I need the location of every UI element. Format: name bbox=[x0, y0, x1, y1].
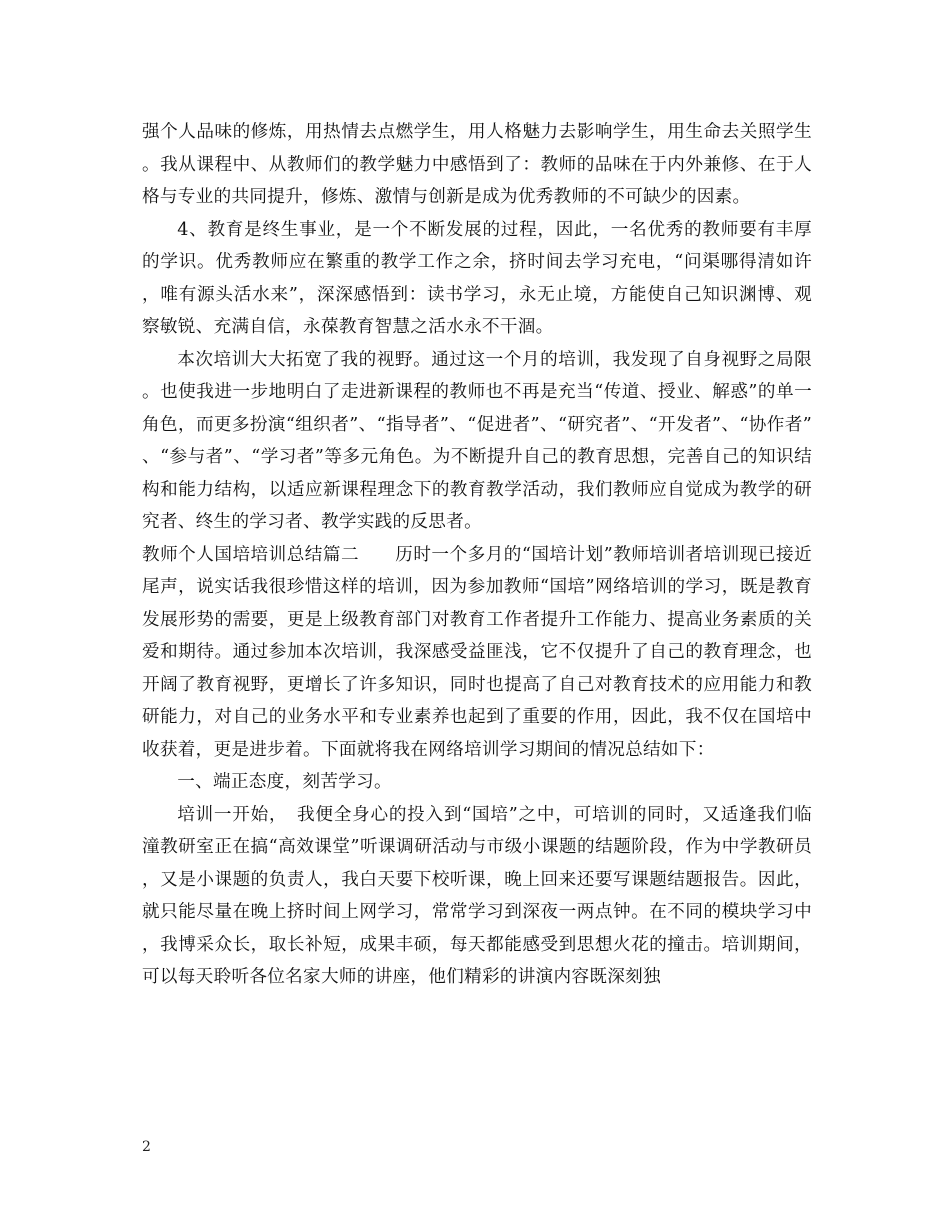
paragraph-training-vision: 本次培训大大拓宽了我的视野。通过这一个月的培训，我发现了自身视野之局限。也使我进一步地明白了走进新课程的教师也不再是充当“传道、授业、解惑”的单一角色，而更多扮演“组织者”、“指导者”、“促进者”、“研究者”、“开发者”、“协作者”、“参与者”、“学习者”等多元角色。为不断提升自己的教育思想，完善自己的知识结构和能力结构，以适应新课程理念下的教育教学活动，我们教师应自觉成为教学的研究者、终生的学习者、教学实践的反思者。 bbox=[142, 349, 812, 532]
page-number: 2 bbox=[142, 1139, 151, 1155]
paragraph-point-4: 4、教育是终生事业，是一个不断发展的过程，因此，一名优秀的教师要有丰厚的学识。优秀教师应在繁重的教学工作之余，挤时间去学习充电，“问渠哪得清如许，唯有源头活水来”，深深感悟到：读书学习，永无止境，方能使自己知识渊博、观察敏锐、充满自信，永葆教育智慧之活水永不干涸。 bbox=[142, 219, 812, 337]
paragraph-training-start: 培训一开始， 我便全身心的投入到“国培”之中，可培训的同时，又适逢我们临潼教研室正在搞“高效课堂”听课调研活动与市级小课题的结题阶段，作为中学教研员，又是小课题的负责人，我白天要下校听课，晚上回来还要写课题结题报告。因此，就只能尽量在晚上挤时间上网学习，常常学习到深夜一两点钟。在不同的模块学习中，我博采众长，取长补短，成果丰硕，每天都能感受到思想火花的撞击。培训期间，可以每天聆听各位名家大师的讲座，他们精彩的讲演内容既深刻独 bbox=[142, 804, 812, 987]
document-body bbox=[142, 116, 812, 994]
paragraph-summary-part-two: 教师个人国培培训总结篇二 历时一个多月的“国培计划”教师培训者培训现已接近尾声，说实话我很珍惜这样的培训，因为参加教师“国培”网络培训的学习，既是教育发展形势的需要，更是上级教育部门对教育工作者提升工作能力、提高业务素质的关爱和期待。通过参加本次培训，我深感受益匪浅，它不仅提升了自己的教育理念，也开阔了教育视野，更增长了许多知识，同时也提高了自己对教育技术的应用能力和教研能力，对自己的业务水平和专业素养也起到了重要的作用，因此，我不仅在国培中收获着，更是进步着。下面就将我在网络培训学习期间的情况总结如下： bbox=[142, 544, 812, 760]
section-heading-attitude: 一、端正态度，刻苦学习。 bbox=[177, 772, 392, 792]
paragraph-continuation: 强个人品味的修炼，用热情去点燃学生，用人格魅力去影响学生，用生命去关照学生。我从课程中、从教师们的教学魅力中感悟到了：教师的品味在于内外兼修、在于人格与专业的共同提升，修炼、激情与创新是成为优秀教师的不可缺少的因素。 bbox=[142, 122, 812, 207]
